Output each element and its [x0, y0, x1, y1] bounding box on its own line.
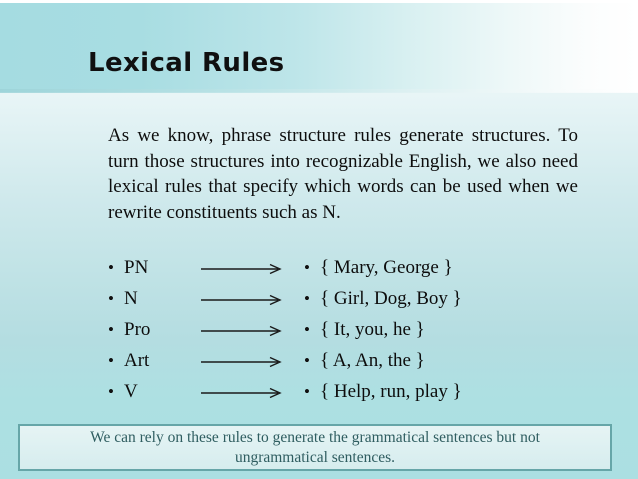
footer-note-box: [18, 424, 612, 471]
bullet-icon: •: [304, 289, 310, 308]
list-item: [108, 345, 588, 376]
rule-symbol: Art: [124, 349, 150, 371]
list-item: [108, 252, 588, 283]
list-item: [108, 376, 588, 407]
rule-set: { A, An, the }: [320, 349, 425, 371]
rightwards-arrow-icon: [200, 385, 304, 399]
rightwards-arrow-icon: [200, 292, 304, 306]
footer-note-text: We can rely on these rules to generate the grammatical sentences but not ungrammatical sentences.: [90, 428, 540, 466]
intro-paragraph: As we know, phrase structure rules generate structures. To turn those structures into recognizable English, we also need lexical rules that specify which words can be used when we rewrite constituents such as N.: [108, 125, 578, 223]
page-title: Lexical Rules: [88, 48, 285, 78]
bullet-icon: •: [108, 382, 114, 401]
bullet-icon: •: [108, 351, 114, 370]
header-underline-divider: [0, 89, 638, 93]
rightwards-arrow-icon: [200, 354, 304, 368]
bullet-icon: •: [304, 351, 310, 370]
rule-symbol: PN: [124, 256, 149, 278]
list-item: [108, 283, 588, 314]
bullet-icon: •: [304, 258, 310, 277]
list-item: [108, 314, 588, 345]
bullet-icon: •: [304, 382, 310, 401]
rule-set: { It, you, he }: [320, 318, 425, 340]
rule-symbol: N: [124, 287, 138, 309]
rightwards-arrow-icon: [200, 323, 304, 337]
rule-symbol: V: [124, 380, 138, 402]
rule-set: { Help, run, play }: [320, 380, 462, 402]
lexical-rules-list: [108, 252, 588, 407]
bullet-icon: •: [304, 320, 310, 339]
bullet-icon: •: [108, 320, 114, 339]
bullet-icon: •: [108, 289, 114, 308]
bullet-icon: •: [108, 258, 114, 277]
rule-set: { Mary, George }: [320, 256, 453, 278]
rule-symbol: Pro: [124, 318, 151, 340]
rightwards-arrow-icon: [200, 261, 304, 275]
rule-set: { Girl, Dog, Boy }: [320, 287, 462, 309]
